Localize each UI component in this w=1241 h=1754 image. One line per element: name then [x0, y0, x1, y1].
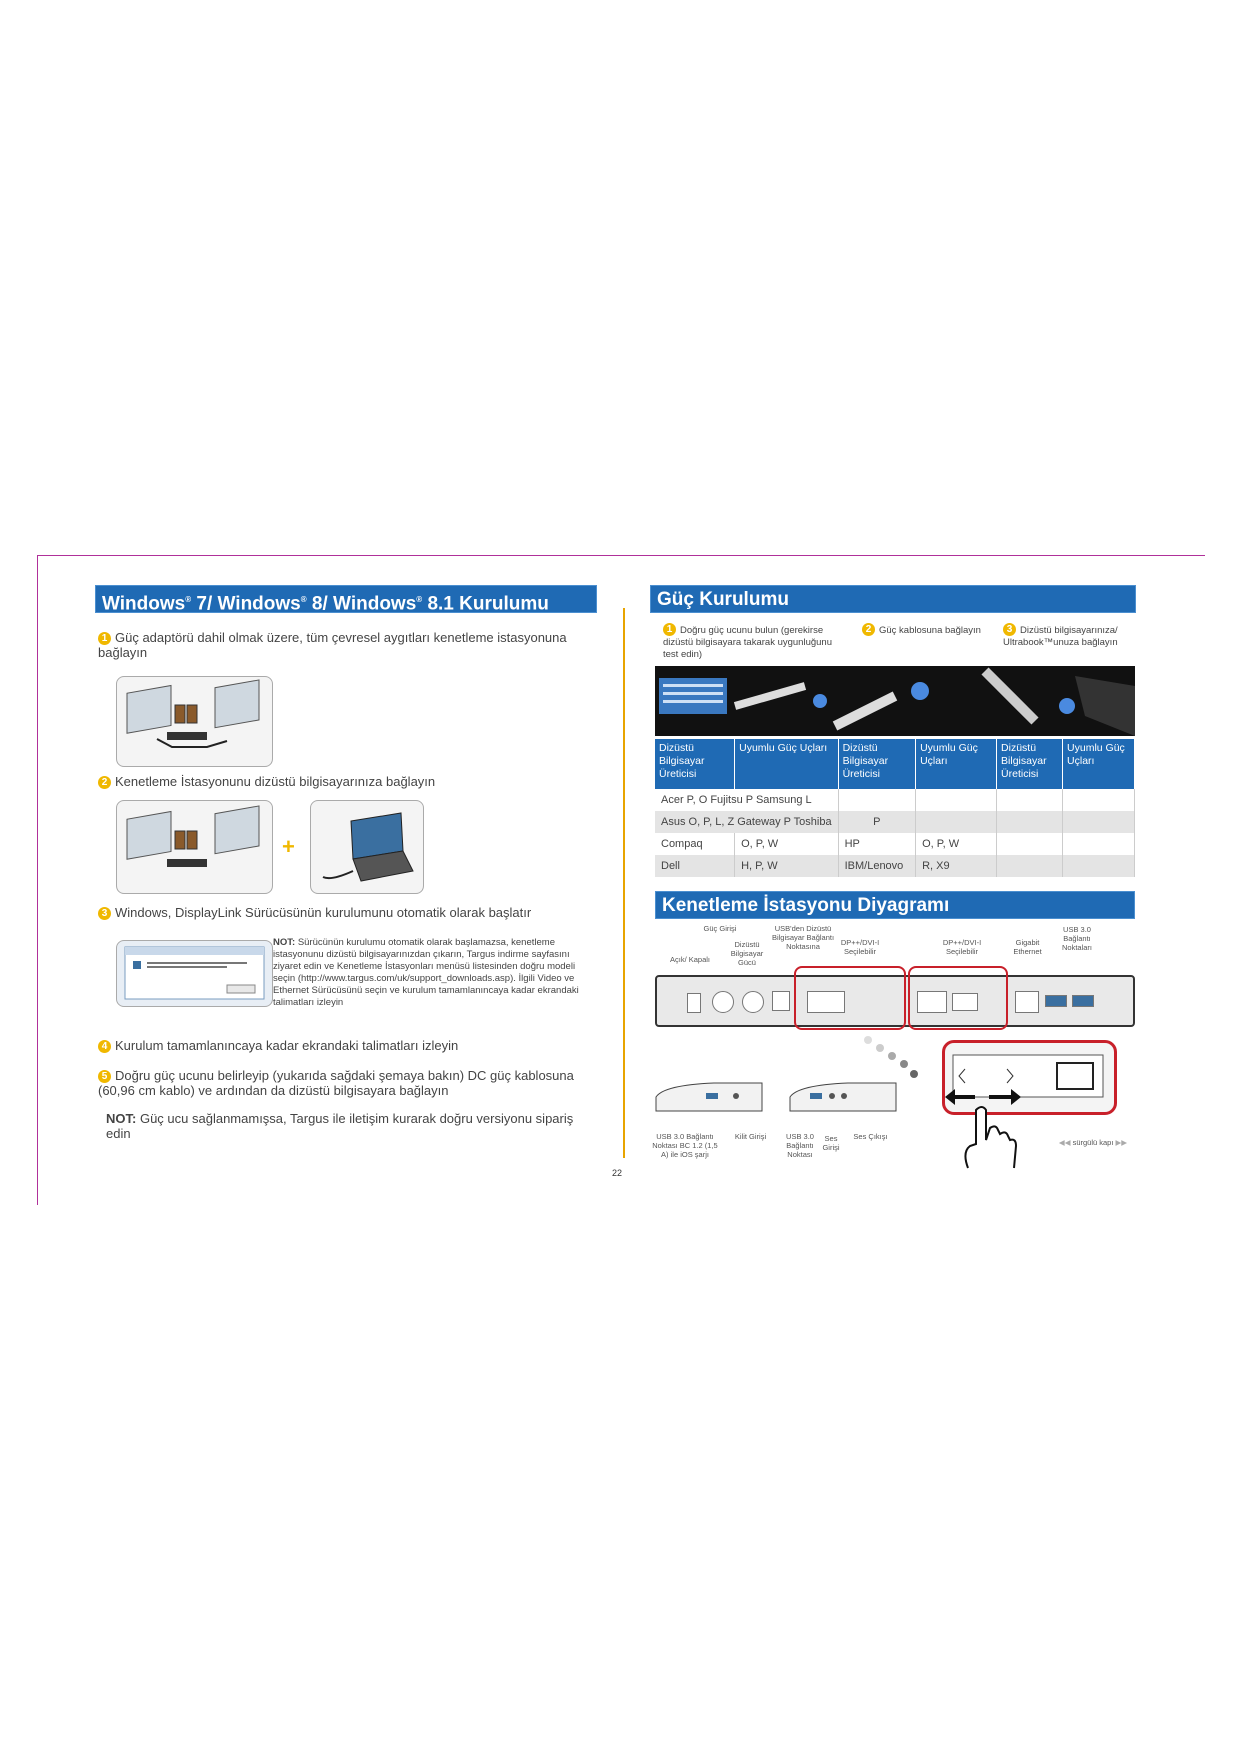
power-tip-table	[655, 739, 1135, 877]
label-usb30-ports: USB 3.0 Bağlantı Noktaları	[1061, 925, 1092, 952]
plus-sign: +	[282, 834, 295, 859]
peripherals-illustration	[116, 676, 273, 767]
slider-left-arrows: ◀◀	[1058, 1138, 1071, 1147]
dock-illustration	[116, 800, 273, 894]
label-gigabit: Gigabit Ethernet	[1013, 938, 1042, 956]
laptop-illustration	[310, 800, 424, 894]
step-5: 5 Doğru güç ucunu belirleyip (yukarıda sağdaki şemaya bakın) DC güç kablosuna (60,96 cm kablo) ve ardından da dizüstü bilgisayara bağlayın	[98, 1068, 574, 1098]
power-switch	[687, 993, 701, 1013]
label-lock: Kilit Girişi	[734, 1132, 767, 1141]
th-6: Uyumlu Güç Uçları	[1063, 739, 1135, 789]
zoom-dots	[862, 1034, 922, 1084]
label-audio-in: Ses Girişi	[822, 1134, 840, 1152]
th-3: Dizüstü Bilgisayar Üreticisi	[838, 739, 915, 789]
power-tip-photos	[655, 666, 1135, 736]
dock-diagram-header: Kenetleme İstasyonu Diyagramı	[655, 891, 1135, 919]
power-step-3: 3 Dizüstü bilgisayarınıza/ Ultrabook™unuza bağlayın	[1003, 624, 1118, 648]
label-power-in: Güç Girişi	[703, 924, 737, 933]
label-dp-1: DP++/DVI-I Seçilebilir	[840, 938, 880, 956]
step-1: 1 Güç adaptörü dahil olmak üzere, tüm çevresel aygıtları kenetleme istasyonuna bağlayın	[98, 630, 567, 660]
power-step-1: 1 Doğru güç ucunu bulun (gerekirse dizüstü bilgisayara takarak uygunluğunu test edin)	[663, 624, 832, 660]
th-2: Uyumlu Güç Uçları	[735, 739, 838, 789]
th-1: Dizüstü Bilgisayar Üreticisi	[655, 739, 735, 789]
highlight-dp-2	[908, 966, 1008, 1030]
th-4: Uyumlu Güç Uçları	[916, 739, 997, 789]
column-divider	[623, 608, 625, 1158]
table-row: Compaq O, P, W HP O, P, W	[655, 833, 1135, 855]
label-audio-out: Ses Çıkışı	[853, 1132, 888, 1141]
laptop-power-port	[742, 991, 764, 1013]
windows-setup-header: Windows® 7/ Windows® 8/ Windows® 8.1 Kurulumu	[95, 585, 597, 613]
label-dp-2: DP++/DVI-I Seçilebilir	[942, 938, 982, 956]
page-number: 22	[612, 1168, 623, 1178]
power-in-port	[712, 991, 734, 1013]
step-4: 4 Kurulum tamamlanıncaya kadar ekrandaki talimatları izleyin	[98, 1038, 598, 1053]
label-slider: ◀◀ sürgülü kapı ▶▶	[1058, 1138, 1128, 1147]
step-2: 2 Kenetleme İstasyonunu dizüstü bilgisayarınıza bağlayın	[98, 774, 598, 789]
hand-icon	[958, 1100, 1028, 1170]
dock-side-view-left	[654, 1075, 766, 1113]
table-row: Dell H, P, W IBM/Lenovo R, X9	[655, 855, 1135, 877]
table-row: Acer P, O Fujitsu P Samsung L	[655, 789, 1135, 811]
note-power-tip: NOT: Güç ucu sağlanmamışsa, Targus ile iletişim kurarak doğru versiyonu sipariş edin	[106, 1111, 574, 1141]
usb30-port-1	[1045, 995, 1067, 1007]
label-usb-bc: USB 3.0 Bağlantı Noktası BC 1.2 (1,5 A) ile iOS şarjı	[652, 1132, 718, 1159]
note-driver: NOT: Sürücünün kurulumu otomatik olarak başlamazsa, kenetleme istasyonunu dizüstü bilgisayarınızdan çıkarın, Targus indirme sayfasını ziyaret edin ve Kenetleme İstasyonları menüsü listesinden doğru modeli seçin (http://www.targus.com/uk/support_downloads.asp). İlgili Video ve Ethernet Sürücüsünü seçin ve kurulum tamamlanıncaya kadar ekrandaki talimatları izleyin	[273, 937, 579, 1008]
page-frame-top	[37, 555, 1205, 556]
slider-right-arrows: ▶▶	[1115, 1138, 1128, 1147]
label-usb-side: USB 3.0 Bağlantı Noktası	[786, 1132, 814, 1159]
step-3: 3 Windows, DisplayLink Sürücüsünün kurulumunu otomatik olarak başlatır	[98, 905, 598, 920]
label-laptop-power: Dizüstü Bilgisayar Gücü	[730, 940, 764, 967]
usb-upstream-port	[772, 991, 790, 1011]
page-frame-left	[37, 555, 38, 1205]
driver-dialog-illustration	[116, 940, 273, 1007]
power-step-2: 2 Güç kablosuna bağlayın	[862, 623, 1002, 637]
label-usb-from-laptop: USB'den Dizüstü Bilgisayar Bağlantı Noktasına	[771, 924, 835, 951]
highlight-dp-1	[794, 966, 906, 1030]
label-on-off: Açık/ Kapalı	[669, 955, 711, 964]
ethernet-port	[1015, 991, 1039, 1013]
power-setup-header: Güç Kurulumu	[650, 585, 1136, 613]
th-5: Dizüstü Bilgisayar Üreticisi	[997, 739, 1063, 789]
table-row: Asus O, P, L, Z Gateway P Toshiba P	[655, 811, 1135, 833]
usb30-port-2	[1072, 995, 1094, 1007]
